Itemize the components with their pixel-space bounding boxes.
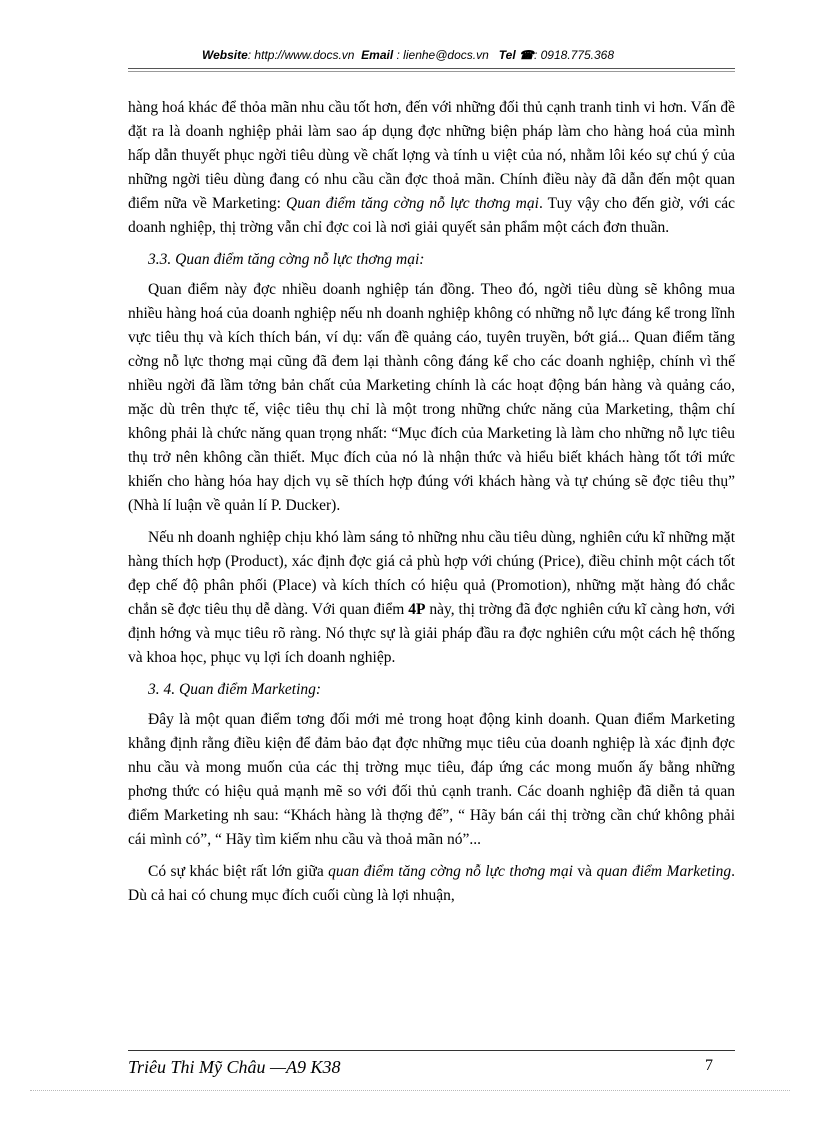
website-value[interactable]: : http://www.docs.vn: [247, 48, 355, 62]
tel-value: : 0918.775.368: [533, 48, 615, 62]
header-divider-secondary: [128, 71, 735, 72]
paragraph-2: Quan điểm này đợc nhiều doanh nghiệp tán đồng. Theo đó, ngời tiêu dùng sẽ không mua nhiều hàng hoá của doanh nghiệp nếu nh doanh nghiệp không có những nỗ lực đáng kể trong lĩnh vực tiêu thụ và kích thích bán, ví dụ: vấn đề quảng cáo, tuyên truyền, bớt giá... Quan điểm tăng cờng nỗ lực thơng mại cũng đã đem lại thành công đáng kể cho các doanh nghiệp, chính vì thế nhiều ngời đã lầm tởng bản chất của Marketing chính là các hoạt động bán hàng và quảng cáo, mặc dù trên thực tế, việc tiêu thụ chỉ là một trong những chức năng của Marketing, thậm chí không phải là chức năng quan trọng nhất: “Mục đích của Marketing là làm cho những nỗ lực tiêu thụ trở nên không cần thiết. Mục đích của nó là nhận thức và hiểu biết khách hàng tốt tới mức khiến cho hàng hóa hay dịch vụ sẽ thích hợp đúng với khách hàng và tự chúng sẽ đợc tiêu thụ” (Nhà lí luận về quản lí P. Ducker).: [128, 281, 735, 514]
section-heading-3-4: 3. 4. Quan điểm Marketing:: [148, 681, 322, 698]
footer-divider: [128, 1050, 735, 1051]
paragraph-4: Đây là một quan điểm tơng đối mới mẻ trong hoạt động kinh doanh. Quan điểm Marketing khẳng định rằng điều kiện để đảm bảo đạt đợc những mục tiêu của doanh nghiệp là xác định đợc nhu cầu và mong muốn của các thị trờng mục tiêu, đáp ứng các mong muốn ấy bằng những phơng thức có hiệu quả mạnh mẽ so với đối thủ cạnh tranh. Các doanh nghiệp đã diễn tả quan điểm Marketing nh sau: “Khách hàng là thợng đế”, “ Hãy bán cái thị trờng cần chứ không phải cái mình có”, “ Hãy tìm kiếm nhu cầu và thoả mãn nó”...: [128, 711, 735, 848]
document-body: [128, 96, 735, 916]
paragraph-5: Có sự khác biệt rất lớn giữa quan điểm tăng cờng nỗ lực thơng mại và quan điểm Marketing. Dù cả hai có chung mục đích cuối cùng là lợi nhuận,: [128, 863, 735, 904]
email-value[interactable]: : lienhe@docs.vn: [396, 48, 489, 62]
page-bottom-dotted-line: [30, 1090, 790, 1091]
email-label: Email: [361, 48, 394, 62]
paragraph-3: Nếu nh doanh nghiệp chịu khó làm sáng tỏ những nhu cầu tiêu dùng, nghiên cứu kĩ những mặt hàng thích hợp (Product), xác định đợc giá cả phù hợp với chúng (Price), điều chỉnh một cách tốt đẹp chế độ phân phối (Place) và kích thích có hiệu quả (Promotion), những mặt hàng đó chắc chắn sẽ đợc tiêu thụ dễ dàng. Với quan điểm 4P này, thị trờng đã đợc nghiên cứu kĩ càng hơn, với định hớng và mục tiêu rõ ràng. Nó thực sự là giải pháp đầu ra đợc nghiên cứu một cách hệ thống và khoa học, phục vụ lợi ích doanh nghiệp.: [128, 529, 736, 666]
section-heading-3-3: 3.3. Quan điểm tăng cờng nỗ lực thơng mại:: [148, 251, 425, 268]
website-label: Website: [201, 48, 248, 62]
page-footer: [128, 1057, 713, 1078]
footer-author: Triêu Thi Mỹ Châu —A9 K38: [128, 1057, 341, 1077]
paragraph-1: hàng hoá khác để thỏa mãn nhu cầu tốt hơn, đến với những đối thủ cạnh tranh tinh vi hơn. Vấn đề đặt ra là doanh nghiệp phải làm sao áp dụng đợc những biện pháp làm cho hàng hoá của mình hấp dẫn thuyết phục ngời tiêu dùng về chất lợng và tính u việt của nó, nhằm lôi kéo sự chú ý của những ngời tiêu dùng đang có nhu cầu cần đợc thoả mãn. Chính điều này đã dẫn đến một quan điểm nữa về Marketing: Quan điểm tăng cờng nỗ lực thơng mại. Tuy vậy cho đến giờ, với các doanh nghiệp, thị trờng vẫn chỉ đợc coi là nơi giải quyết sản phẩm một cách đơn thuần.: [128, 99, 736, 236]
italic-term: quan điểm Marketing: [596, 863, 732, 880]
italic-term: quan điểm tăng cờng nỗ lực thơng mại: [328, 863, 573, 880]
bold-term-4p: 4P: [408, 601, 426, 618]
page-header: [0, 48, 816, 62]
page-number: 7: [705, 1057, 713, 1074]
italic-term: Quan điểm tăng cờng nỗ lực thơng mại: [286, 195, 539, 212]
tel-label: Tel ☎: [498, 48, 534, 62]
header-divider: [128, 68, 735, 69]
